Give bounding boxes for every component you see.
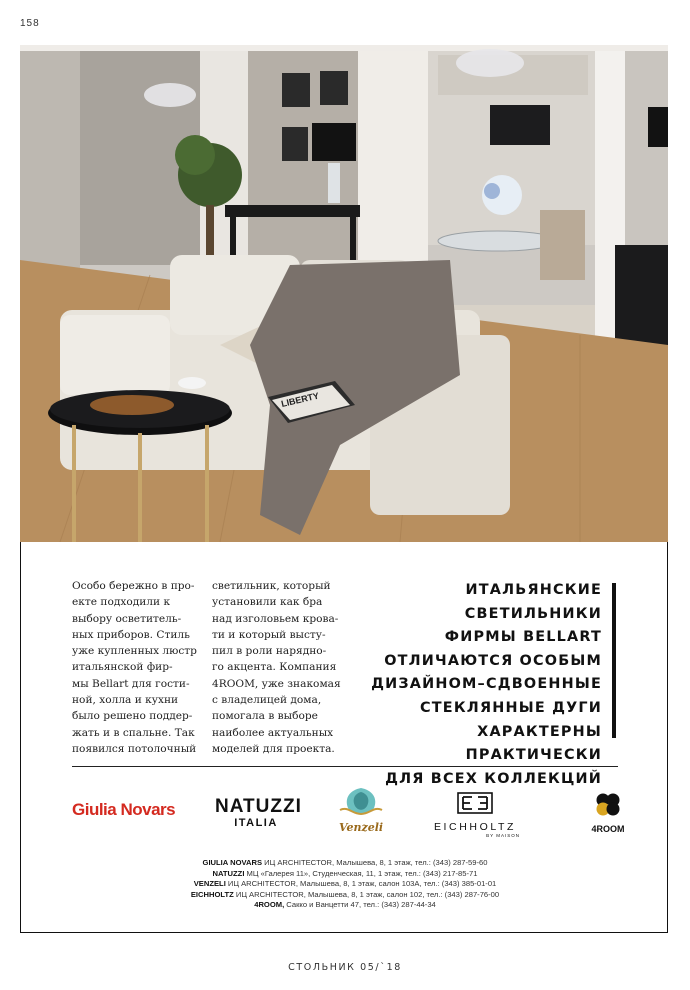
contact-details: МЦ «Галерея 11», Студенческая, 11, 1 этаж, тел.: (343) 217-85-71 xyxy=(244,868,478,878)
venzeli-logo xyxy=(330,786,392,834)
pull-quote: ИТАЛЬЯНСКИЕ СВЕТИЛЬНИКИ ФИРМЫ BELLART ОТЛИЧАЮТСЯ ОСОБЫМ ДИЗАЙНОМ–СДВОЕННЫЕ СТЕКЛЯННЫЕ ДУГИ ХАРАКТЕРНЫ ПРАКТИЧЕСКИ ДЛЯ ВСЕХ КОЛЛЕКЦИЙ xyxy=(371,582,602,787)
eichholtz-monogram-icon xyxy=(457,792,493,814)
interior-photo xyxy=(20,45,668,542)
contact-line xyxy=(72,890,618,901)
contacts-block xyxy=(72,858,618,911)
divider-line xyxy=(72,766,618,767)
contact-brand: 4ROOM, xyxy=(254,900,285,910)
giulia-novars-logo xyxy=(72,800,175,820)
contact-brand: GIULIA NOVARS xyxy=(202,858,263,867)
pull-quote-bar xyxy=(612,583,616,738)
natuzzi-subtitle: ITALIA xyxy=(234,817,278,829)
page-number: 158 xyxy=(20,18,40,29)
giulia-novars-wordmark: Giulia Novars xyxy=(72,800,176,819)
contact-details: ИЦ ARCHITECTOR, Малышева, 8, 1 этаж, салон 103А, тел.: (343) 385-01-01 xyxy=(225,879,497,889)
natuzzi-wordmark: NATUZZI xyxy=(215,796,302,817)
contact-brand: VENZELI xyxy=(193,879,226,889)
natuzzi-logo xyxy=(215,796,302,829)
contact-line xyxy=(72,879,618,890)
body-text-column-1: Особо бережно в про- екте подходили к выбору осветитель- ных приборов. Стиль уже купленных люстр итальянской фир- мы Bellart для гости- ной, холла и кухни было решено поддер- жать и в спальне. Так появился потолочный xyxy=(72,580,197,755)
contact-brand: NATUZZI xyxy=(212,868,245,878)
eichholtz-wordmark: EICHHOLTZ xyxy=(433,821,517,833)
venzeli-wordmark: Venzeli xyxy=(338,821,384,834)
4room-wordmark: 4ROOM xyxy=(591,824,625,834)
body-text-column-2: светильник, который установили как бра над изголовьем крова- ти и который высту- пил в роли нарядно- го акцента. Компания 4ROOM, уже знакомая с владелицей дома, помогала в выборе наиболее актуальных моделей для проекта. xyxy=(212,580,341,755)
contact-line xyxy=(72,900,618,911)
eichholtz-subtitle: BY MAISON xyxy=(486,833,520,838)
contact-details: Сакко и Ванцетти 47, тел.: (343) 287-44-34 xyxy=(284,900,436,910)
venzeli-crest-icon xyxy=(330,786,392,820)
4room-logo xyxy=(583,792,633,834)
eichholtz-logo xyxy=(420,792,530,838)
contact-details: ИЦ ARCHITECTOR, Малышева, 8, 1 этаж, тел.: (343) 287-59-60 xyxy=(262,858,488,867)
contact-details: ИЦ ARCHITECTOR, Малышева, 8, 1 этаж, салон 102, тел.: (343) 287-76-00 xyxy=(233,889,500,899)
clover-icon xyxy=(593,792,623,818)
magazine-footer: СТОЛЬНИК 05/`18 xyxy=(288,962,402,973)
contact-line xyxy=(72,869,618,880)
book-title: LIBERTY xyxy=(280,390,320,409)
contact-brand: EICHHOLTZ xyxy=(190,889,234,899)
contact-line xyxy=(72,858,618,869)
